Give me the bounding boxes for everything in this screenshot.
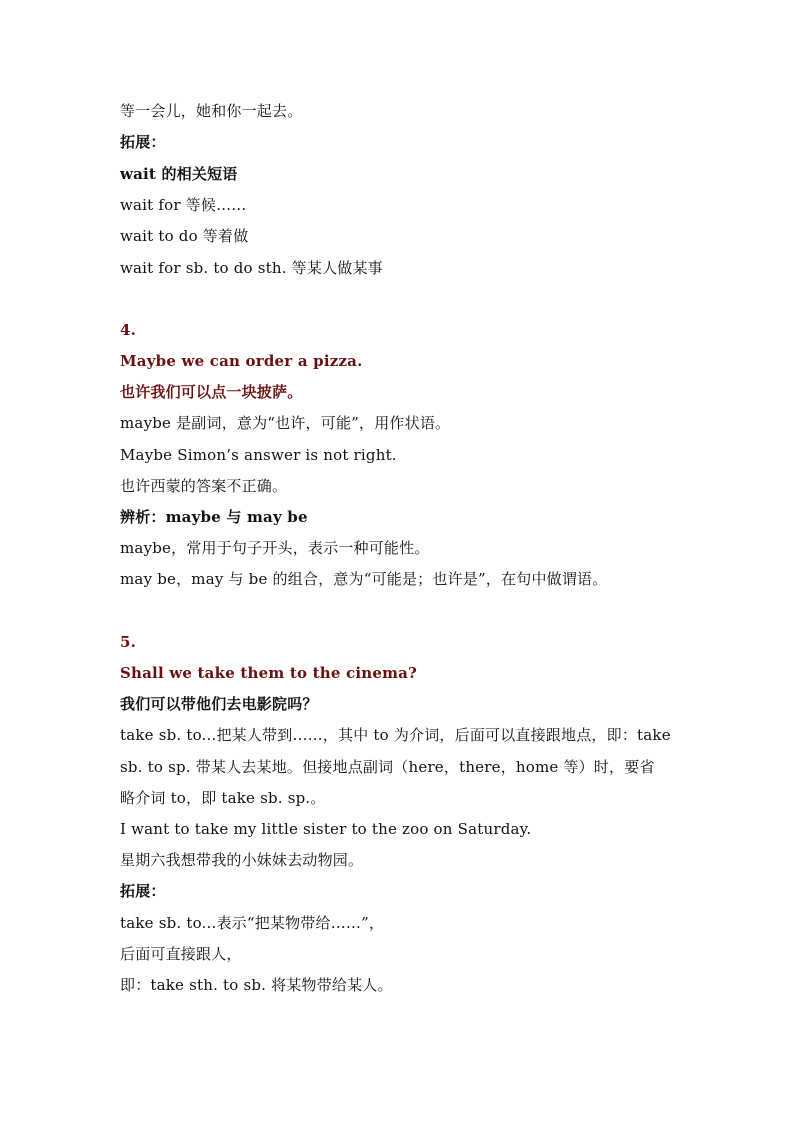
explanation-line: sb. to sp. 带某人去某地。但接地点副词（here，there，home 等）时，要省: [120, 758, 655, 776]
key-sentence-cn: 我们可以带他们去电影院吗？: [120, 695, 318, 713]
expansion-label: 拓展：: [120, 133, 166, 151]
section-number: 4.: [120, 321, 137, 339]
phrases-title: wait 的相关短语: [120, 165, 238, 183]
section-number: 5.: [120, 633, 137, 651]
explanation-line: take sb. to...把某人带到……，其中 to 为介词，后面可以直接跟地点，即：take: [120, 726, 671, 744]
expansion-line: 即：take sth. to sb. 将某物带给某人。: [120, 976, 393, 994]
analysis-line: maybe，常用于句子开头，表示一种可能性。: [120, 539, 430, 557]
key-sentence-cn: 也许我们可以点一块披萨。: [120, 383, 303, 401]
phrase-item: wait to do 等着做: [120, 227, 249, 245]
example-translation: 等一会儿，她和你一起去。: [120, 102, 303, 120]
expansion-label: 拓展：: [120, 882, 166, 900]
example-en: I want to take my little sister to the zoo on Saturday.: [120, 820, 532, 838]
key-sentence-en: Shall we take them to the cinema?: [120, 664, 418, 682]
analysis-title: 辨析：maybe 与 may be: [120, 508, 308, 526]
explanation: maybe 是副词，意为“也许，可能”，用作状语。: [120, 414, 451, 432]
analysis-line: may be，may 与 be 的组合，意为“可能是；也许是”，在句中做谓语。: [120, 570, 608, 588]
key-sentence-en: Maybe we can order a pizza.: [120, 352, 363, 370]
phrase-item: wait for sb. to do sth. 等某人做某事: [120, 259, 383, 277]
expansion-line: 后面可直接跟人，: [120, 945, 242, 963]
example-en: Maybe Simon’s answer is not right.: [120, 446, 397, 464]
expansion-line: take sb. to...表示“把某物带给……”，: [120, 914, 385, 932]
phrase-item: wait for 等候……: [120, 196, 247, 214]
example-cn: 也许西蒙的答案不正确。: [120, 477, 288, 495]
explanation-line: 略介词 to，即 take sb. sp.。: [120, 789, 326, 807]
example-cn: 星期六我想带我的小妹妹去动物园。: [120, 851, 364, 869]
